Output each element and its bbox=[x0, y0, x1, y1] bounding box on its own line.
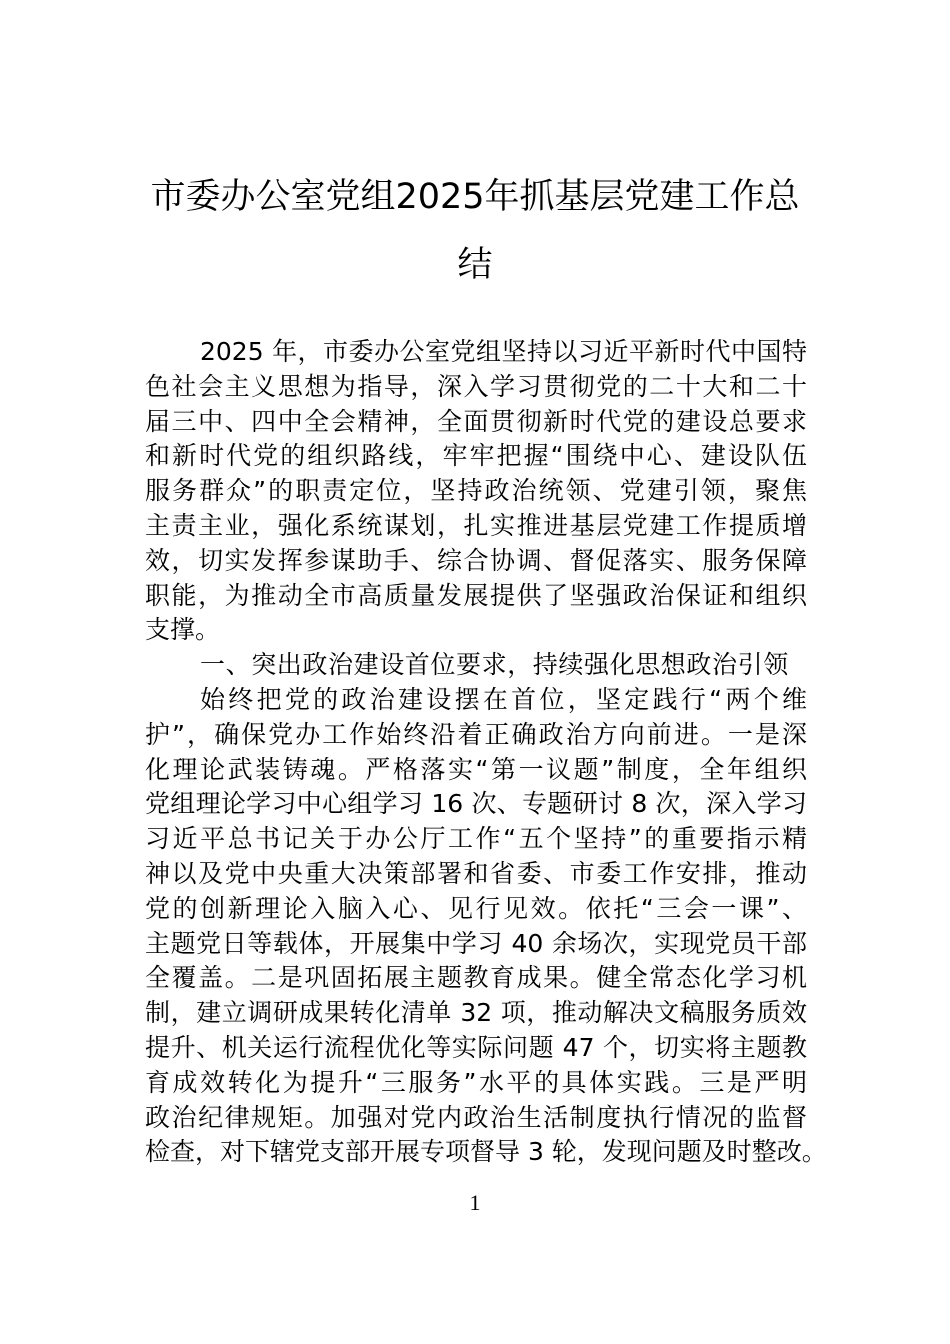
text-line: 全覆盖。二是巩固拓展主题教育成果。健全常态化学习机 bbox=[145, 963, 807, 993]
section-heading bbox=[145, 648, 807, 683]
text-line: 制，建立调研成果转化清单 32 项，推动解决文稿服务质效 bbox=[145, 998, 807, 1028]
text-line: 和新时代党的组织路线，牢牢把握“围绕中心、建设队伍 bbox=[145, 441, 807, 471]
document-title-line-1: 市委办公室党组2025年抓基层党建工作总 bbox=[150, 177, 800, 217]
paragraph bbox=[145, 335, 807, 648]
text-line: 习近平总书记关于办公厅工作“五个坚持”的重要指示精 bbox=[145, 824, 807, 854]
text-line: 始终把党的政治建设摆在首位，坚定践行“两个维 bbox=[200, 684, 807, 714]
text-line: 主题党日等载体，开展集中学习 40 余场次，实现党员干部 bbox=[145, 928, 807, 958]
text-line: 主责主业，强化系统谋划，扎实推进基层党建工作提质增 bbox=[145, 510, 807, 540]
text-line: 党组理论学习中心组学习 16 次、专题研讨 8 次，深入学习 bbox=[145, 789, 807, 819]
text-line: 神以及党中央重大决策部署和省委、市委工作安排，推动 bbox=[145, 858, 807, 888]
text-line: 党的创新理论入脑入心、见行见效。依托“三会一课”、 bbox=[145, 893, 807, 923]
text-line: 化理论武装铸魂。严格落实“第一议题”制度，全年组织 bbox=[145, 754, 807, 784]
text-line: 支撑。 bbox=[145, 615, 221, 645]
text-line: 提升、机关运行流程优化等实际问题 47 个，切实将主题教 bbox=[145, 1032, 807, 1062]
document-title-line-2: 结 bbox=[457, 245, 493, 285]
document-body bbox=[145, 335, 827, 1170]
page-number: 1 bbox=[469, 1190, 481, 1215]
text-line: 效，切实发挥参谋助手、综合协调、督促落实、服务保障 bbox=[145, 545, 807, 575]
text-line: 检查，对下辖党支部开展专项督导 3 轮，发现问题及时整改。 bbox=[145, 1137, 827, 1167]
text-line: 护”，确保党办工作始终沿着正确政治方向前进。一是深 bbox=[145, 719, 807, 749]
text-line: 政治纪律规矩。加强对党内政治生活制度执行情况的监督 bbox=[145, 1102, 807, 1132]
text-line: 育成效转化为提升“三服务”水平的具体实践。三是严明 bbox=[145, 1067, 807, 1097]
text-line: 色社会主义思想为指导，深入学习贯彻党的二十大和二十 bbox=[145, 371, 807, 401]
text-line: 届三中、四中全会精神，全面贯彻新时代党的建设总要求 bbox=[145, 406, 807, 436]
text-line: 职能，为推动全市高质量发展提供了坚强政治保证和组织 bbox=[145, 580, 807, 610]
text-line: 服务群众”的职责定位，坚持政治统领、党建引领，聚焦 bbox=[145, 476, 807, 506]
text-line: 一、突出政治建设首位要求，持续强化思想政治引领 bbox=[200, 650, 789, 680]
text-line: 2025 年，市委办公室党组坚持以习近平新时代中国特 bbox=[200, 337, 807, 366]
paragraph bbox=[145, 683, 827, 1170]
